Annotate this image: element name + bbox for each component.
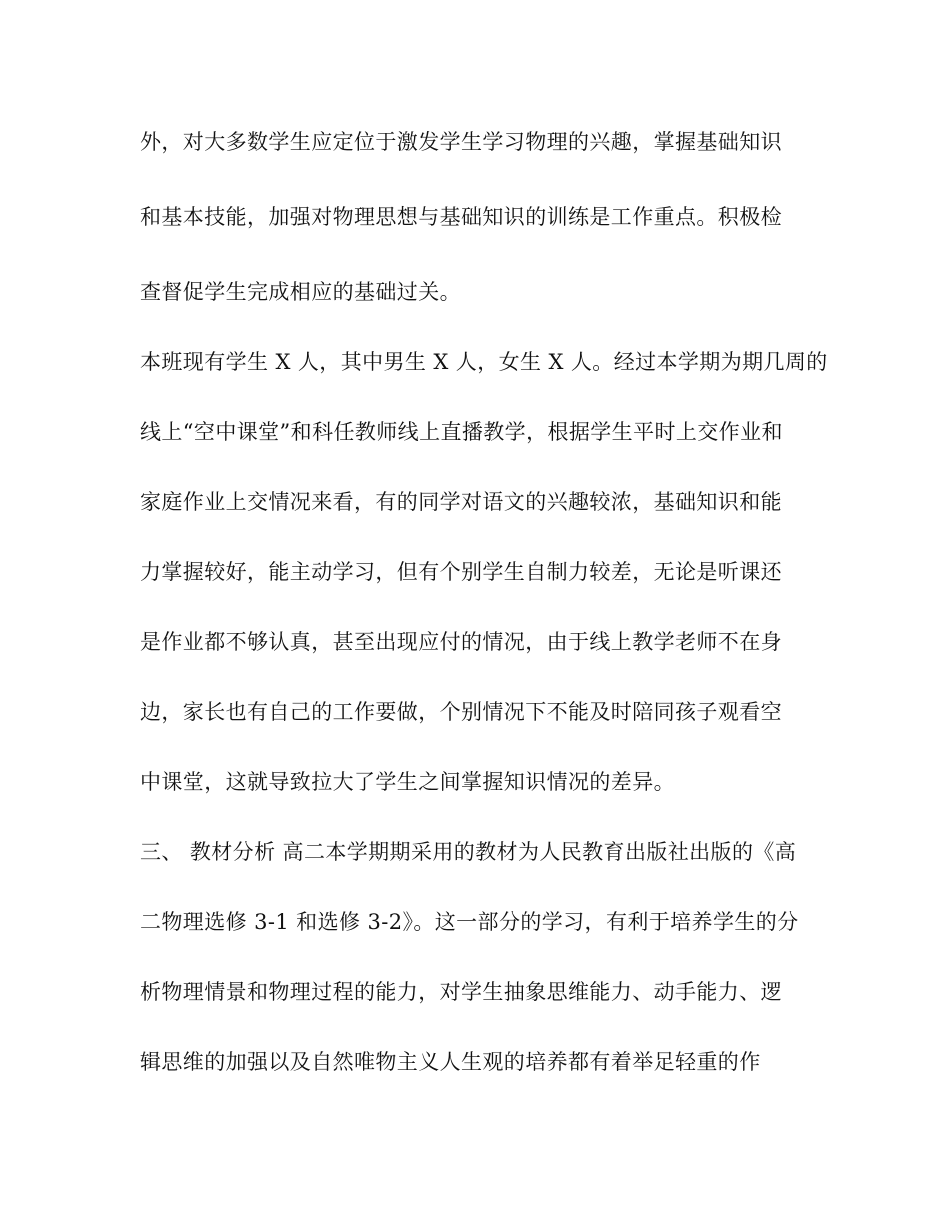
text-line: 查督促学生完成相应的基础过关。	[140, 280, 461, 304]
text-line: 边，家长也有自己的工作要做，个别情况下不能及时陪同孩子观看空	[140, 700, 782, 724]
text-line: 线上“空中课堂”和科任教师线上直播教学，根据学生平时上交作业和	[140, 420, 783, 444]
text-line: 析物理情景和物理过程的能力，对学生抽象思维能力、动手能力、逻	[140, 980, 782, 1004]
text-line: 二物理选修 3-1 和选修 3-2》。这一部分的学习，有利于培养学生的分	[140, 910, 799, 934]
text-line: 本班现有学生 X 人，其中男生 X 人，女生 X 人。经过本学期为期几周的	[140, 350, 828, 374]
text-line: 三、 教材分析 高二本学期期采用的教材为人民教育出版社出版的《高	[140, 840, 797, 864]
text-line: 是作业都不够认真，甚至出现应付的情况，由于线上教学老师不在身	[140, 630, 782, 654]
text-line: 外，对大多数学生应定位于激发学生学习物理的兴趣，掌握基础知识	[140, 130, 782, 154]
text-line: 辑思维的加强以及自然唯物主义人生观的培养都有着举足轻重的作	[140, 1050, 761, 1074]
text-line: 家庭作业上交情况来看，有的同学对语文的兴趣较浓，基础知识和能	[140, 490, 782, 514]
text-line: 和基本技能，加强对物理思想与基础知识的训练是工作重点。积极检	[140, 205, 782, 229]
text-line: 中课堂，这就导致拉大了学生之间掌握知识情况的差异。	[140, 770, 675, 794]
text-line: 力掌握较好，能主动学习，但有个别学生自制力较差，无论是听课还	[140, 560, 782, 584]
